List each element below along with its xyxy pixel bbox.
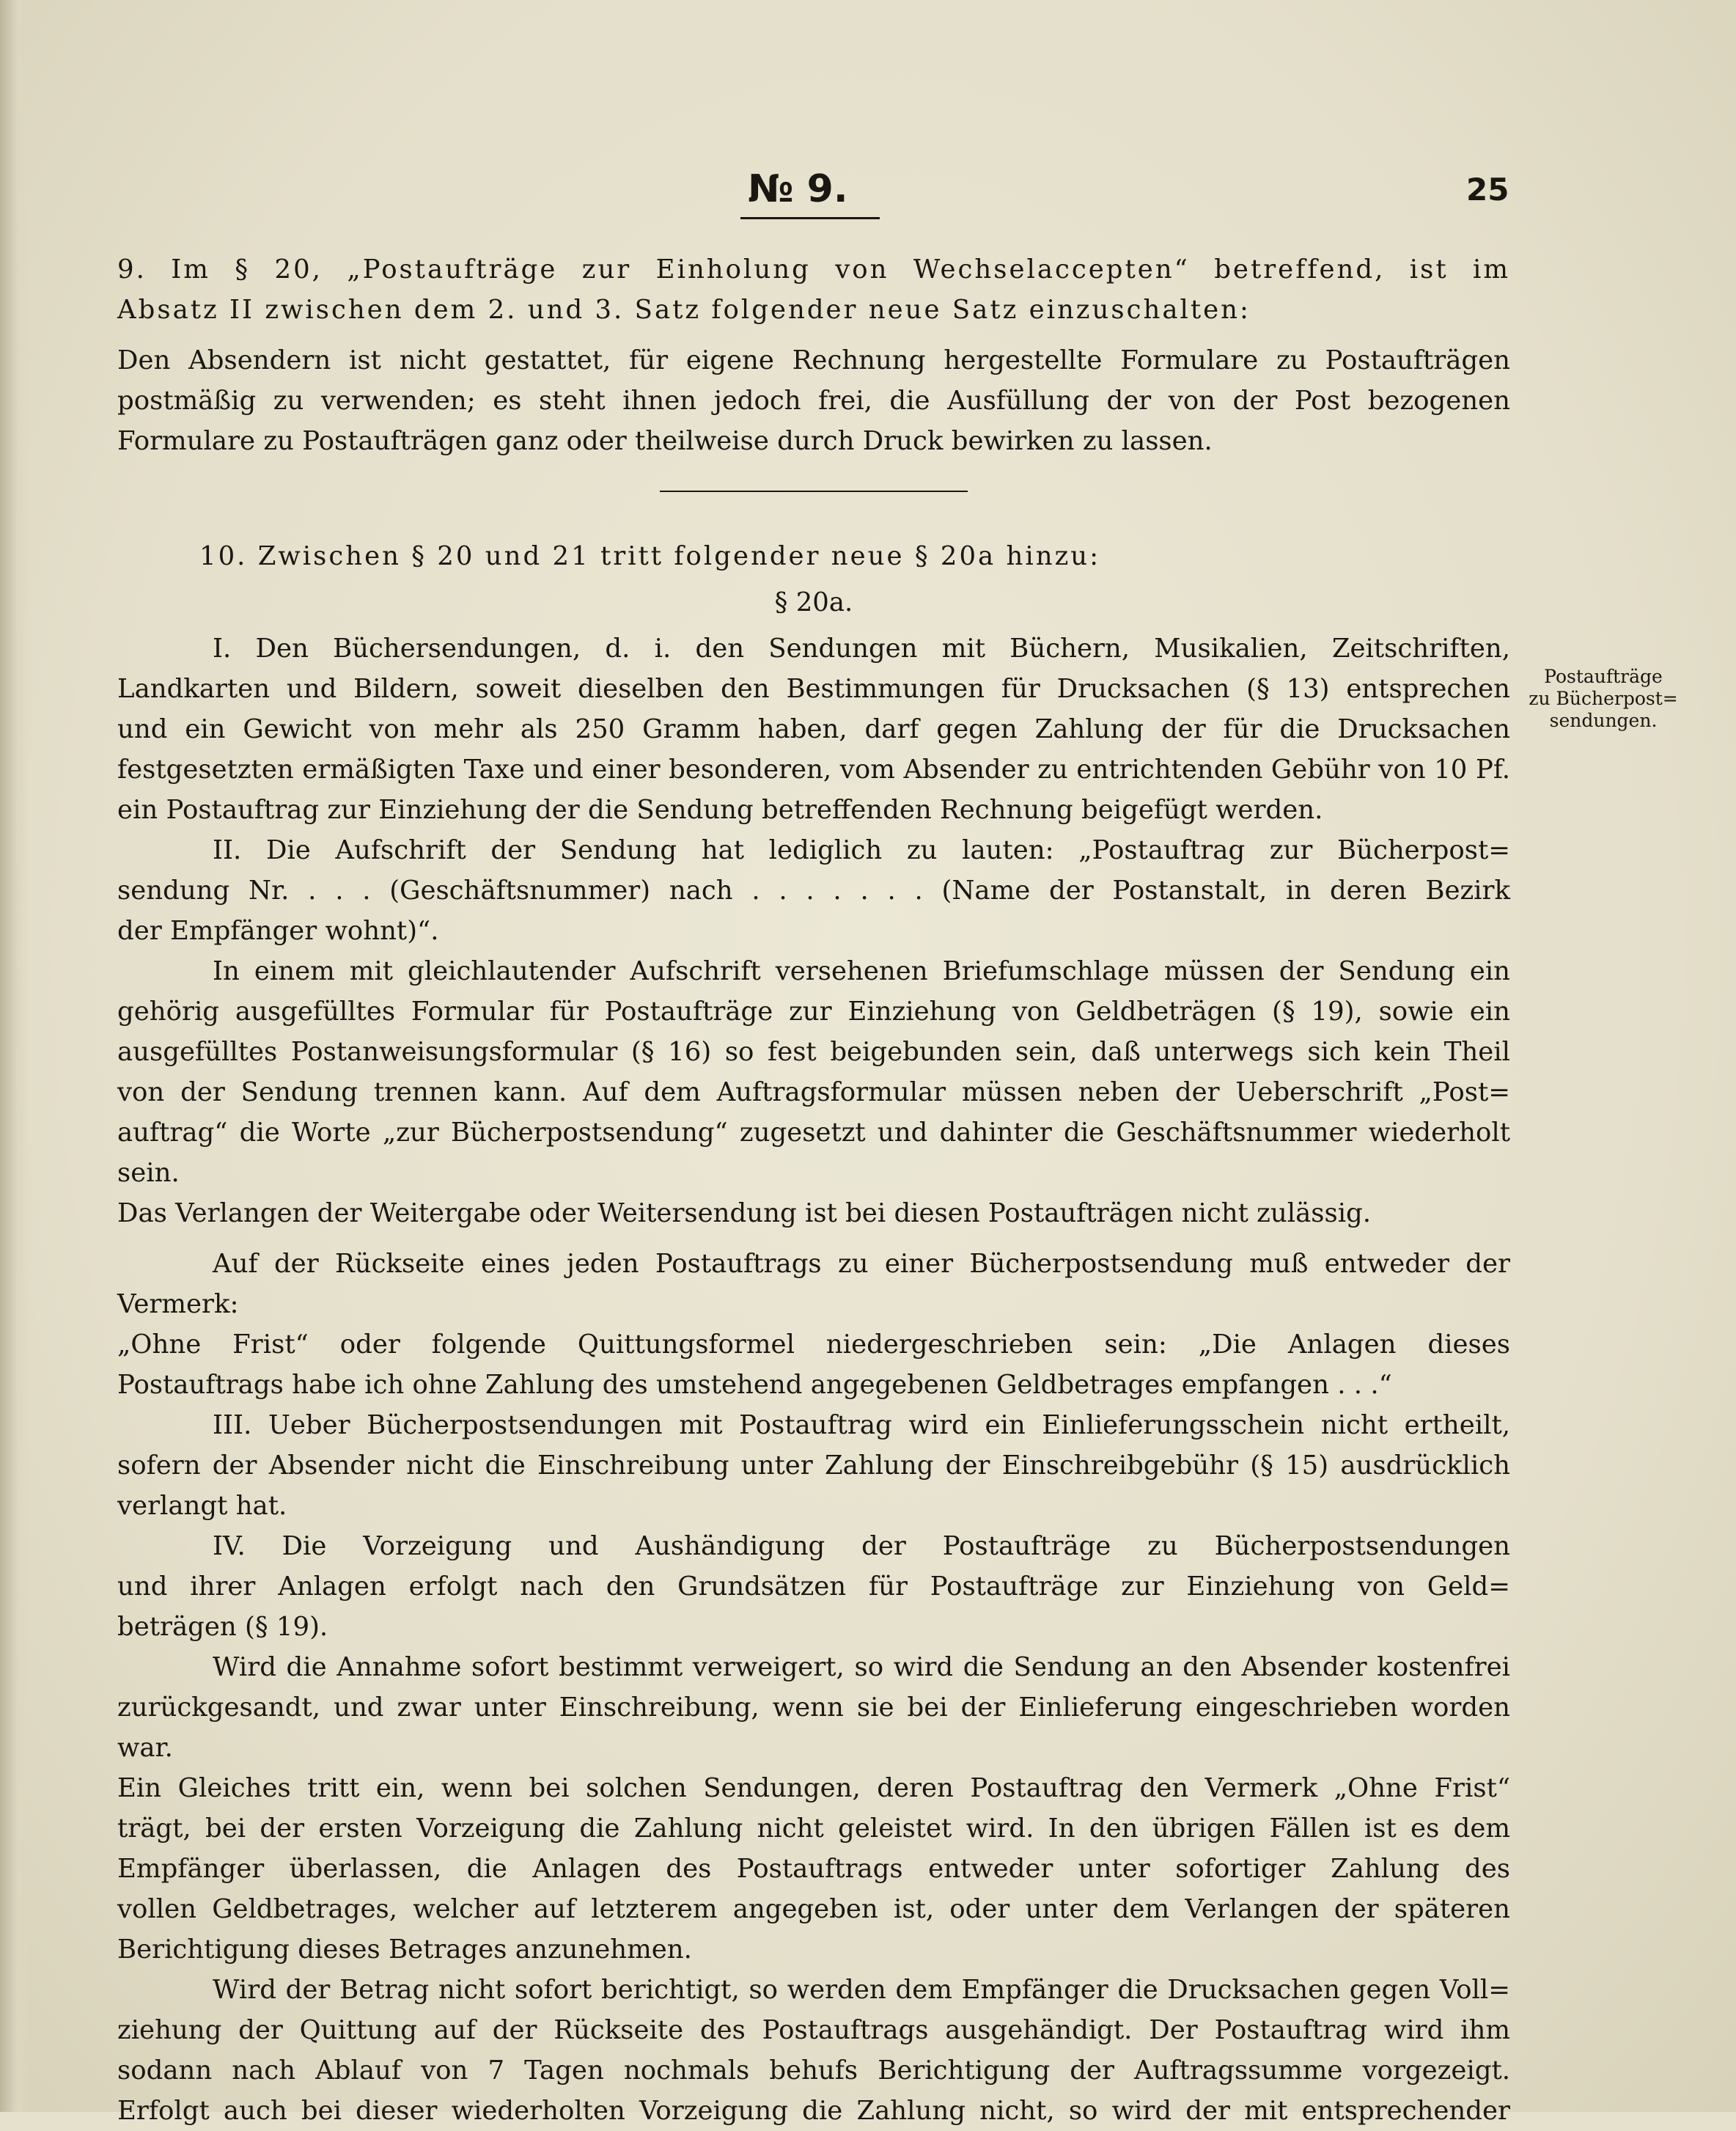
item9-text-line3: Formulare zu Postaufträgen ganz oder theilweise durch Druck bewirken zu lassen. <box>117 426 1213 456</box>
document-body <box>117 249 1510 2131</box>
para6-line2: und ihrer Anlagen erfolgt nach den Grundsätzen für Postaufträge zur Einziehung von Geld= <box>117 1571 1510 1602</box>
item9-intro-line1: 9. Im § 20, „Postaufträge zur Einholung von Wechselaccepten“ betreffend, ist im <box>117 254 1510 285</box>
header-underline <box>740 217 880 219</box>
section-divider <box>660 491 968 492</box>
para4-line2: „Ohne Frist“ oder folgende Quittungsformel niedergeschrieben sein: „Die Anlagen dieses <box>117 1329 1510 1360</box>
para3-line4: von der Sendung trennen kann. Auf dem Auftragsformular müssen neben der Ueberschrift „Post= <box>117 1077 1510 1107</box>
para1-line4: festgesetzten ermäßigten Taxe und einer besonderen, vom Absender zu entrichtenden Gebühr von 10 Pf. <box>117 755 1510 785</box>
para8-line1: Wird der Betrag nicht sofort berichtigt, so werden dem Empfänger die Drucksachen gegen Voll= <box>213 1975 1510 2005</box>
para3-line5: auftrag“ die Worte „zur Bücherpostsendung“ zugesetzt und dahinter die Geschäftsnummer wiederholt sein. <box>117 1118 1510 1188</box>
para5-line1: III. Ueber Bücherpostsendungen mit Postauftrag wird ein Einlieferungsschein nicht ertheilt, <box>213 1410 1510 1440</box>
margin-note-line3: sendungen. <box>1549 710 1658 731</box>
page-header <box>0 167 1736 226</box>
item9-text-line2: postmäßig zu verwenden; es steht ihnen jedoch frei, die Ausfüllung der von der Post bezogenen <box>117 386 1510 416</box>
para4-line1: Auf der Rückseite eines jeden Postauftrags zu einer Bücherpostsendung muß entweder der Vermerk: <box>117 1249 1510 1319</box>
margin-note-line1: Postaufträge <box>1544 666 1663 687</box>
page-number: 25 <box>1466 172 1509 208</box>
para5-line3: verlangt hat. <box>117 1491 287 1521</box>
para3-line3: ausgefülltes Postanweisungsformular (§ 16) so fest beigebunden sein, daß unterwegs sich kein Theil <box>117 1037 1510 1067</box>
para7-line3: Ein Gleiches tritt ein, wenn bei solchen Sendungen, deren Postauftrag den Vermerk „Ohne Frist“ <box>117 1773 1510 1803</box>
para5-line2: sofern der Absender nicht die Einschreibung unter Zahlung der Einschreibgebühr (§ 15) ausdrücklich <box>117 1450 1510 1481</box>
para8-line4: Erfolgt auch bei dieser wiederholten Vorzeigung die Zahlung nicht, so wird der mit entsprechender <box>117 2096 1510 2126</box>
para7-line4: trägt, bei der ersten Vorzeigung die Zahlung nicht geleistet wird. In den übrigen Fällen ist es dem <box>117 1813 1510 1844</box>
para3-line2: gehörig ausgefülltes Formular für Postaufträge zur Einziehung von Geldbeträgen (§ 19), sowie ein <box>117 997 1510 1027</box>
para8-line3: sodann nach Ablauf von 7 Tagen nochmals behufs Berichtigung der Auftragssumme vorgezeigt. <box>117 2055 1510 2086</box>
para7-line1: Wird die Annahme sofort bestimmt verweigert, so wird die Sendung an den Absender kostenfrei <box>213 1652 1510 1682</box>
para1-line2: Landkarten und Bildern, soweit dieselben den Bestimmungen für Drucksachen (§ 13) entsprechen <box>117 674 1510 704</box>
para7-line6: vollen Geldbetrages, welcher auf letzterem angegeben ist, oder unter dem Verlangen der späteren <box>117 1894 1510 1924</box>
margin-note-line2: zu Bücherpost= <box>1529 688 1678 709</box>
para1-line1: I. Den Büchersendungen, d. i. den Sendungen mit Büchern, Musikalien, Zeitschriften, <box>213 634 1510 664</box>
para2-line2: sendung Nr. . . . (Geschäftsnummer) nach . . . . . . . (Name der Postanstalt, in deren Bezirk <box>117 876 1510 906</box>
para6-line3: beträgen (§ 19). <box>117 1612 328 1642</box>
para3-line6: Das Verlangen der Weitergabe oder Weitersendung ist bei diesen Postaufträgen nicht zulässig. <box>117 1198 1372 1228</box>
para2-line1: II. Die Aufschrift der Sendung hat lediglich zu lauten: „Postauftrag zur Bücherpost= <box>213 835 1510 865</box>
item9-text-line1: Den Absendern ist nicht gestattet, für eigene Rechnung hergestellte Formulare zu Postaufträgen <box>117 345 1510 375</box>
page-spine-shadow <box>0 0 29 2112</box>
para4-line3: Postauftrags habe ich ohne Zahlung des umstehend angegebenen Geldbetrages empfangen . . .“ <box>117 1370 1392 1400</box>
para1-line3: und ein Gewicht von mehr als 250 Gramm haben, darf gegen Zahlung der für die Drucksachen <box>117 714 1510 744</box>
section-heading-20a: § 20a. <box>774 587 853 617</box>
para8-line2: ziehung der Quittung auf der Rückseite des Postauftrags ausgehändigt. Der Postauftrag wird ihm <box>117 2015 1510 2045</box>
para2-line3: der Empfänger wohnt)“. <box>117 916 439 946</box>
margin-note <box>1526 666 1680 732</box>
issue-number: № 9. <box>748 167 848 211</box>
para6-line1: IV. Die Vorzeigung und Aushändigung der Postaufträge zu Bücherpostsendungen <box>213 1531 1510 1561</box>
para7-line7: Berichtigung dieses Betrages anzunehmen. <box>117 1934 692 1965</box>
item10-intro: 10. Zwischen § 20 und 21 tritt folgender neue § 20a hinzu: <box>199 541 1101 571</box>
para1-line5: ein Postauftrag zur Einziehung der die Sendung betreffenden Rechnung beigefügt werden. <box>117 795 1323 825</box>
para7-line5: Empfänger überlassen, die Anlagen des Postauftrags entweder unter sofortiger Zahlung des <box>117 1854 1510 1884</box>
para3-line1: In einem mit gleichlautender Aufschrift versehenen Briefumschlage müssen der Sendung ein <box>213 956 1510 986</box>
item9-intro-line2: Absatz II zwischen dem 2. und 3. Satz folgender neue Satz einzuschalten: <box>117 295 1251 325</box>
para7-line2: zurückgesandt, und zwar unter Einschreibung, wenn sie bei der Einlieferung eingeschrieben worden war. <box>117 1692 1510 1763</box>
